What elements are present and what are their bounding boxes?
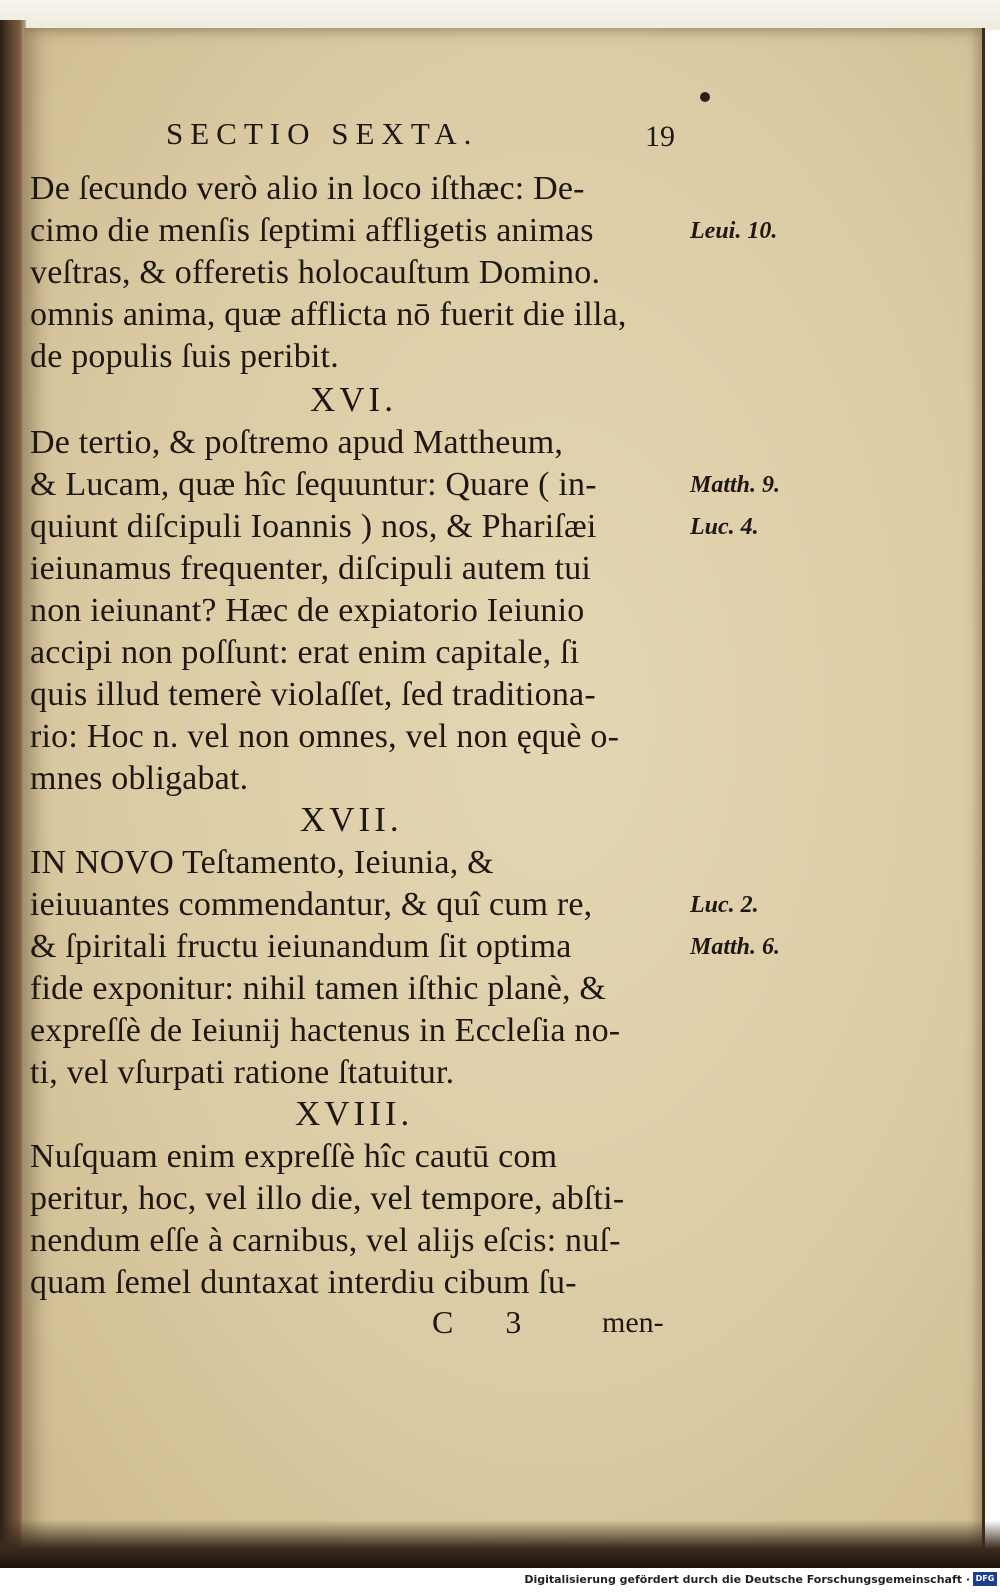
text-line: & ſpiritali fructu ieiunandum ſit optima [30,928,572,965]
text-line: expreſſè de Ieiunij hactenus in Eccleſia no- [30,1012,621,1049]
section-heading: XVIII. [295,1094,414,1133]
margin-note: Luc. 2. [690,892,759,918]
running-header: SECTIO SEXTA. [166,116,479,151]
ink-spot [700,92,710,102]
text-line: De tertio, & poſtremo apud Mattheum, [30,424,564,461]
text-line: accipi non poſſunt: erat enim capitale, ſi [30,634,580,671]
text-line: fide exponitur: nihil tamen iſthic planè, & [30,970,607,1007]
text-line: mnes obligabat. [30,760,249,797]
margin-note: Matth. 6. [690,934,781,960]
text-line: veſtras, & offeretis holocauſtum Domino. [30,254,601,291]
text-line: quam ſemel duntaxat interdiu cibum ſu- [30,1264,577,1301]
section-heading: XVI. [310,380,397,419]
footer-credit: Digitalisierung gefördert durch die Deutsche Forschungsgemeinschaft · [524,1573,970,1586]
catchword: men- [602,1306,664,1339]
margin-note: Luc. 4. [690,514,759,540]
signature-mark: C 3 [432,1304,544,1340]
text-line: De ſecundo verò alio in loco iſthæc: De- [30,170,585,207]
text-line: omnis anima, quæ afflicta nō fuerit die illa, [30,296,627,333]
margin-note: Matth. 9. [690,472,781,498]
text-line: Nuſquam enim expreſſè hîc cautū com [30,1138,558,1175]
text-line: rio: Hoc n. vel non omnes, vel non ęquè o- [30,718,620,755]
text-line: IN NOVO Teſtamento, Ieiunia, & [30,844,494,881]
page-bottom-shadow [0,1520,1000,1568]
text-line: nendum eſſe à carnibus, vel alijs eſcis: nuſ- [30,1222,621,1259]
section-heading: XVII. [300,800,403,839]
book-spine-edge [0,20,26,1560]
text-line: ieiuuantes commendantur, & quî cum re, [30,886,593,923]
text-line: quiunt diſcipuli Ioannis ) nos, & Phariſæi [30,508,597,545]
text-line: quis illud temerè violaſſet, ſed traditiona- [30,676,596,713]
text-line: cimo die menſis ſeptimi affligetis animas [30,212,594,249]
text-line: & Lucam, quæ hîc ſequuntur: Quare ( in- [30,466,597,503]
digitization-footer [0,1568,1000,1593]
dfg-logo: DFG [973,1572,997,1586]
text-line: ieiunamus frequenter, diſcipuli autem tui [30,550,592,587]
text-line: de populis ſuis peribit. [30,338,339,375]
page-number: 19 [645,120,675,153]
text-line: non ieiunant? Hæc de expiatorio Ieiunio [30,592,585,629]
margin-note: Leui. 10. [690,218,778,244]
text-line: ti, vel vſurpati ratione ſtatuitur. [30,1054,455,1091]
book-top-edge [0,0,1000,30]
text-line: peritur, hoc, vel illo die, vel tempore, abſti- [30,1180,625,1217]
